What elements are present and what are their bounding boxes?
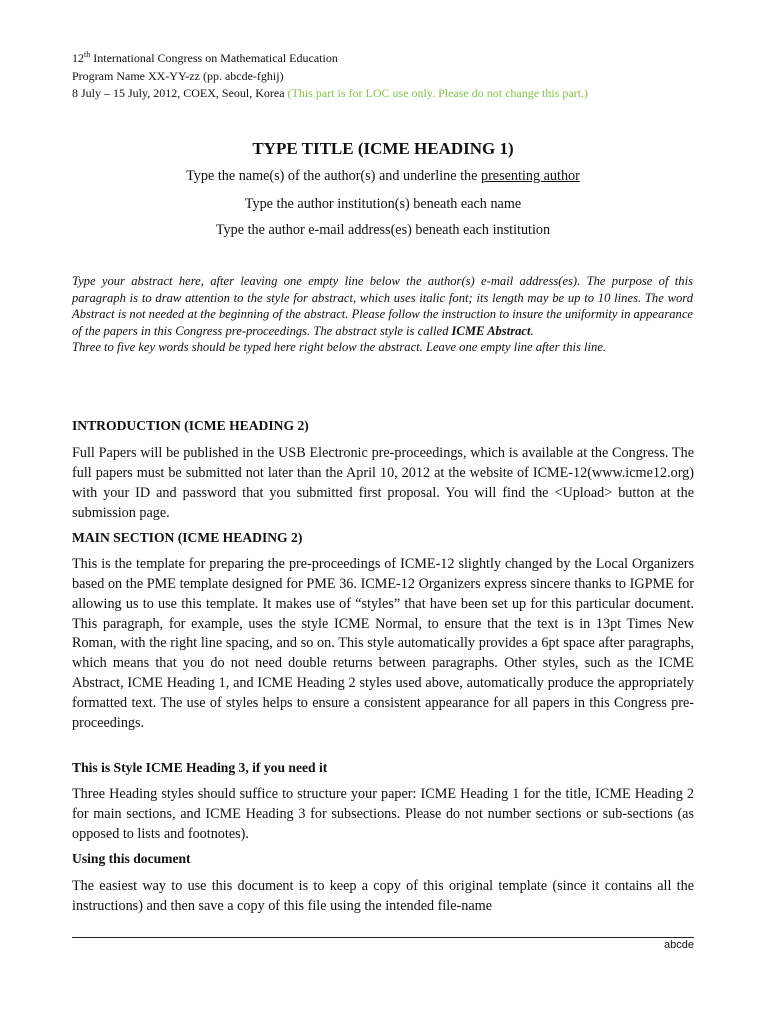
- abstract-paragraph: Type your abstract here, after leaving one empty line below the author(s) e-mail address(es). The purpose of this paragraph is to draw attention to the style for abstract, which uses italic font; its length may be up to 10 lines. The word Abstract is not needed at the beginning of the abstract. Please follow the instruction to insure the uniformity in appearance of the papers in this Congress pre-proceedings. The abstract style is called ICME Abstract.: [72, 274, 693, 338]
- heading-3: This is Style ICME Heading 3, if you need it: [72, 760, 328, 775]
- intro-paragraph: Full Papers will be published in the USB Electronic pre-proceedings, which is available at the Congress. The full papers must be submitted not later than the April 10, 2012 at the website of ICME-12(www.icme12.org) with your ID and password that you submitted first proposal. You will find the <Upload> button at the submission page.: [72, 445, 694, 521]
- main-section-paragraph: This is the template for preparing the pre-proceedings of ICME-12 slightly changed by the Local Organizers based on the PME template designed for PME 36. ICME-12 Organizers express sincere thanks to IGPME for allowing us to use this template. It makes use of “styles” that have been set up for this particular document. This paragraph, for example, uses the style ICME Normal, to ensure that the text is in 13pt Times New Roman, with the right line spacing, and so on. This style automatically provides a 6pt space after paragraphs, which means that you do not need double returns between paragraphs. Other styles, such as the ICME Abstract, ICME Heading 1, and ICME Heading 2 styles used above, automatically produce the appropriately formatted text. The use of styles helps to ensure a consistent appearance for all papers in this Congress pre-proceedings.: [72, 556, 694, 731]
- author-names-line: Type the name(s) of the author(s) and underline the presenting author: [186, 168, 580, 184]
- footer-rule: [72, 937, 694, 938]
- page-header: [72, 50, 712, 103]
- using-document-heading: Using this document: [72, 851, 191, 866]
- dates-line: 8 July – 15 July, 2012, COEX, Seoul, Korea (This part is for LOC use only. Please do not change this part.): [72, 86, 589, 100]
- congress-line: 12th International Congress on Mathematical Education: [72, 50, 338, 65]
- using-document-paragraph: The easiest way to use this document is to keep a copy of this original template (since it contains all the instructions) and then save a copy of this file using the intended file-name: [72, 878, 694, 914]
- paper-title: TYPE TITLE (ICME HEADING 1): [252, 139, 514, 158]
- presenting-author: presenting author: [480, 168, 580, 184]
- program-line: Program Name XX-YY-zz (pp. abcde-fghij): [72, 68, 284, 83]
- intro-heading: INTRODUCTION (ICME HEADING 2): [72, 418, 309, 433]
- loc-note: (This part is for LOC use only. Please do not change this part.): [287, 86, 589, 100]
- author-institution-line: Type the author institution(s) beneath each name: [244, 196, 522, 212]
- heading-3-paragraph: Three Heading styles should suffice to structure your paper: ICME Heading 1 for the title, ICME Heading 2 for main sections, and ICME Heading 3 for subsections. Please do not number sections or sub-sections (as opposed to lists and footnotes).: [72, 786, 694, 842]
- abstract: [72, 273, 693, 356]
- main-section-heading: MAIN SECTION (ICME HEADING 2): [72, 530, 303, 545]
- abstract-style-name: ICME Abstract: [451, 323, 531, 338]
- keywords-paragraph: Three to five key words should be typed here right below the abstract. Leave one empty line after this line.: [72, 340, 607, 355]
- author-email-line: Type the author e-mail address(es) beneath each institution: [215, 222, 551, 238]
- footer-page-code: abcde: [664, 939, 694, 951]
